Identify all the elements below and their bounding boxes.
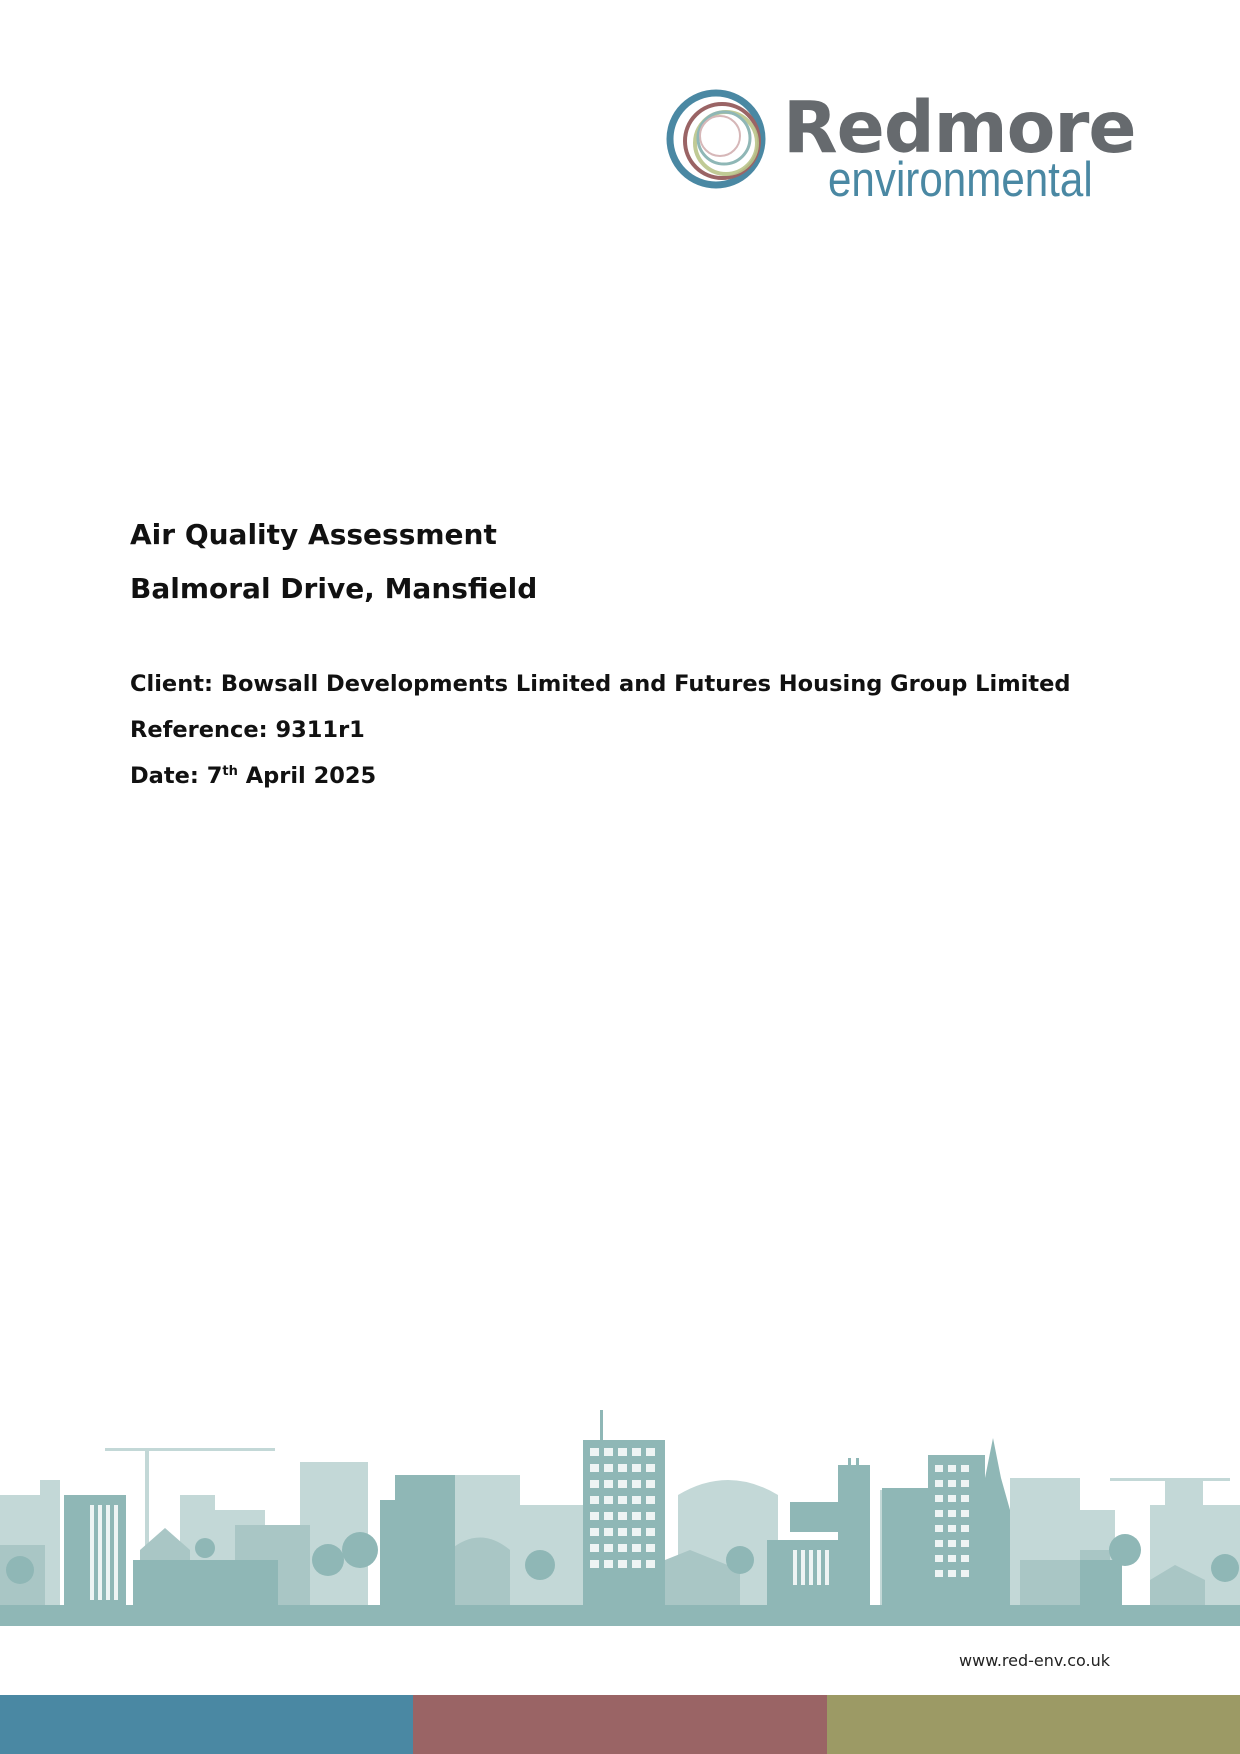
footer-bar-olive [827,1695,1240,1754]
logo-wordmark-secondary: environmental [828,153,1093,207]
date-line [130,760,1210,792]
city-skyline-illustration [0,1400,1240,1626]
report-site: Balmoral Drive, Mansfield [130,572,538,605]
logo-wordmark-primary: Redmore [783,86,1136,169]
report-title: Air Quality Assessment [130,518,497,551]
company-logo [664,86,1136,207]
reference-value: 9311r1 [275,717,365,743]
client-line [130,668,1210,700]
date-suffix: th [222,764,238,779]
client-label: Client: [130,671,213,697]
client-value: Bowsall Developments Limited and Futures Housing Group Limited [220,671,1071,697]
logo-rings-icon [664,86,774,196]
footer-bar-blue [0,1695,413,1754]
company-website: www.red-env.co.uk [959,1651,1110,1670]
date-label: Date: [130,763,199,789]
footer-bar-red [413,1695,826,1754]
date-rest: April 2025 [245,763,377,789]
reference-line [130,714,1210,746]
date-day: 7 [206,763,223,789]
report-meta [130,668,1210,806]
footer-color-bars [0,1695,1240,1754]
reference-label: Reference: [130,717,268,743]
report-title-block [130,516,1130,608]
